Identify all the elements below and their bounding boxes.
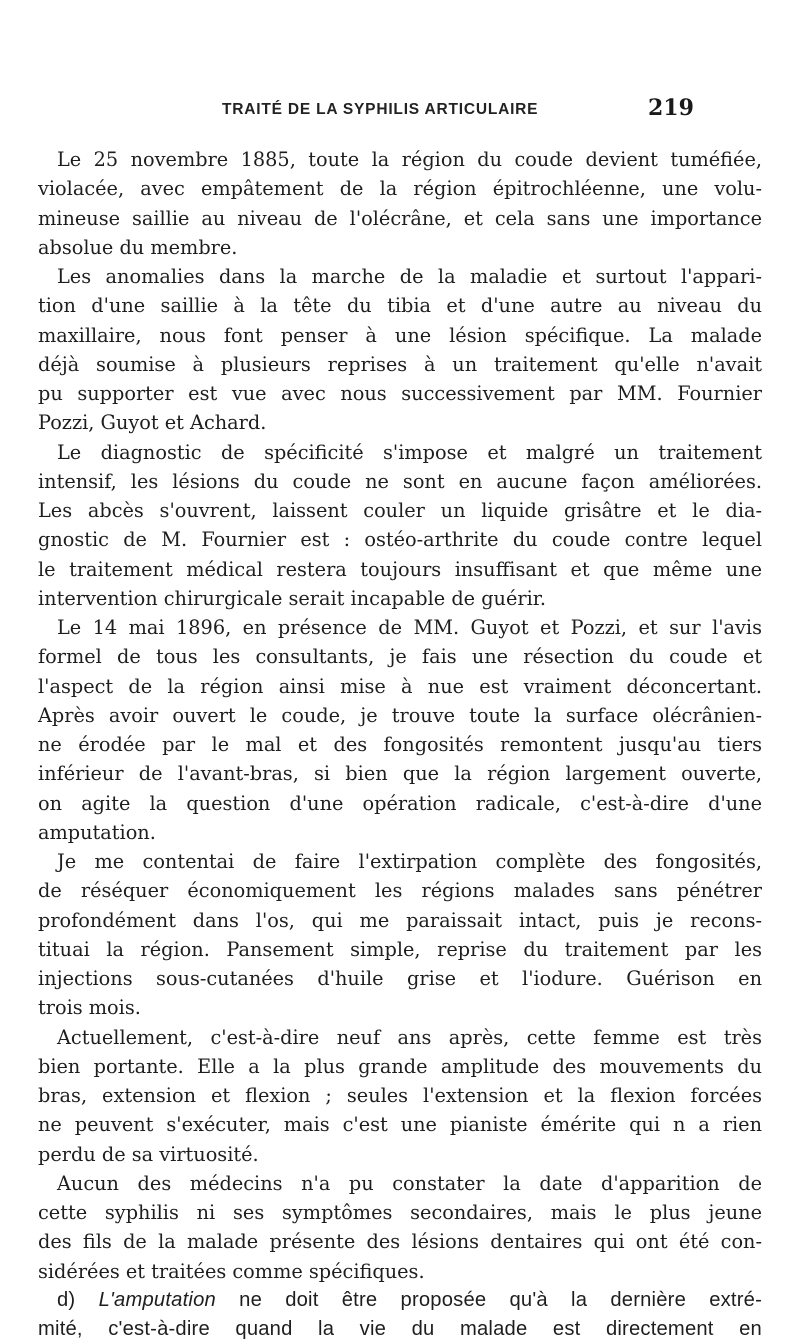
- text-line: l'aspect de la région ainsi mise à nue est vraiment déconcertant.: [38, 674, 762, 698]
- text-line: tituai la région. Pansement simple, reprise du traitement par les: [38, 937, 762, 961]
- text-line: intensif, les lésions du coude ne sont en aucune façon améliorées.: [38, 469, 762, 493]
- text-line: ne peuvent s'exécuter, mais c'est une pianiste émérite qui n a rien: [38, 1113, 762, 1137]
- text-line: inférieur de l'avant-bras, si bien que la région largement ouverte,: [38, 762, 762, 786]
- running-title: TRAITÉ DE LA SYPHILIS ARTICULAIRE: [222, 101, 539, 118]
- text-line: Je me contentai de faire l'extirpation complète des fongosités,: [57, 850, 762, 873]
- text-line: injections sous-cutanées d'huile grise et l'iodure. Guérison en: [38, 967, 762, 990]
- text-line: on agite la question d'une opération radicale, c'est-à-dire d'une: [38, 791, 762, 815]
- text-line: trois mois.: [38, 996, 141, 1020]
- text-line: violacée, avec empâtement de la région épitrochléenne, une volu-: [38, 177, 762, 201]
- section-marker: d): [57, 1288, 76, 1311]
- text-line: Les abcès s'ouvrent, laissent couler un liquide grisâtre et le dia-: [38, 499, 762, 522]
- text-line: formel de tous les consultants, je fais une résection du coude et: [38, 645, 762, 669]
- text-line: ne érodée par le mal et des fongosités remontent jusqu'au tiers: [38, 733, 762, 756]
- text-line: profondément dans l'os, qui me paraissait intact, puis je recons-: [38, 908, 762, 932]
- section-keyword: L'amputation: [98, 1288, 216, 1311]
- text-line: de réséquer économiquement les régions malades sans pénétrer: [38, 879, 762, 903]
- text-line: des fils de la malade présente des lésions dentaires qui ont été con-: [38, 1230, 762, 1254]
- text-line: sidérées et traitées comme spécifiques.: [38, 1259, 425, 1283]
- section-heading-line: [38, 1286, 762, 1315]
- text-line: Le 14 mai 1896, en présence de MM. Guyot et Pozzi, et sur l'avis: [57, 616, 762, 639]
- text-line: pu supporter est vue avec nous successivement par MM. Fournier: [38, 382, 762, 405]
- text-line: déjà soumise à plusieurs reprises à un traitement qu'elle n'avait: [38, 352, 762, 376]
- text-line: Pozzi, Guyot et Achard.: [38, 411, 267, 435]
- running-header: [0, 95, 800, 125]
- section-text: ne doit être proposée qu'à la dernière extré-: [239, 1288, 762, 1311]
- text-line: maxillaire, nous font penser à une lésion spécifique. La malade: [38, 323, 762, 347]
- text-line: mité, c'est-à-dire quand la vie du malade est directement en: [38, 1318, 762, 1340]
- text-line: bras, extension et flexion ; seules l'extension et la flexion forcées: [38, 1084, 762, 1107]
- text-line: gnostic de M. Fournier est : ostéo-arthrite du coude contre lequel: [38, 528, 762, 552]
- text-line: le traitement médical restera toujours insuffisant et que même une: [38, 557, 762, 581]
- text-line: mineuse saillie au niveau de l'olécrâne, et cela sans une importance: [38, 206, 762, 230]
- text-line: Actuellement, c'est-à-dire neuf ans après, cette femme est très: [57, 1025, 762, 1049]
- text-line: perdu de sa virtuosité.: [38, 1142, 259, 1166]
- body-text: [38, 145, 762, 1344]
- text-line: Le 25 novembre 1885, toute la région du coude devient tuméfiée,: [57, 148, 762, 171]
- text-line: amputation.: [38, 820, 156, 844]
- text-line: tion d'une saillie à la tête du tibia et d'une autre au niveau du: [38, 294, 762, 318]
- text-line: Les anomalies dans la marche de la maladie et surtout l'appari-: [57, 265, 762, 288]
- text-line: bien portante. Elle a la plus grande amplitude des mouvements du: [38, 1054, 762, 1078]
- text-line: Après avoir ouvert le coude, je trouve toute la surface olécrânien-: [38, 703, 762, 727]
- text-line: absolue du membre.: [38, 235, 238, 259]
- text-line: Le diagnostic de spécificité s'impose et malgré un traitement: [57, 440, 762, 464]
- page-number: 219: [648, 95, 694, 121]
- text-line: cette syphilis ni ses symptômes secondaires, mais le plus jeune: [38, 1201, 762, 1224]
- text-line: intervention chirurgicale serait incapable de guérir.: [38, 586, 546, 610]
- text-line: Aucun des médecins n'a pu constater la date d'apparition de: [57, 1171, 762, 1195]
